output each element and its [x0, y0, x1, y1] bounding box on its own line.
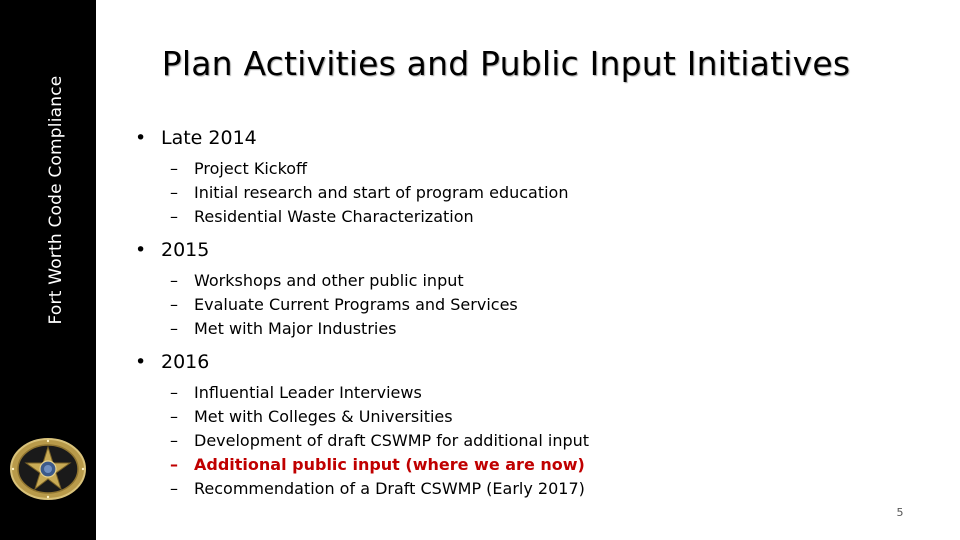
dash-icon: – — [170, 319, 178, 338]
bullet-icon: • — [135, 351, 147, 373]
list-item — [135, 269, 895, 293]
dash-icon: – — [170, 431, 178, 450]
item-text: Development of draft CSWMP for additional input — [194, 431, 590, 450]
section-label: Late 2014 — [161, 127, 257, 149]
dash-icon: – — [170, 207, 178, 226]
dash-icon: – — [170, 455, 178, 474]
list-item — [135, 317, 895, 341]
item-text: Evaluate Current Programs and Services — [194, 295, 518, 314]
list-item — [135, 157, 895, 181]
dash-icon: – — [170, 183, 178, 202]
dash-icon: – — [170, 479, 178, 498]
item-text: Project Kickoff — [194, 159, 308, 178]
section-heading — [135, 237, 895, 263]
list-item — [135, 181, 895, 205]
item-text: Recommendation of a Draft CSWMP (Early 2017) — [194, 479, 585, 498]
item-text: Additional public input (where we are now) — [194, 455, 585, 474]
section-label: 2015 — [161, 239, 210, 261]
item-text: Met with Colleges & Universities — [194, 407, 453, 426]
item-text: Met with Major Industries — [194, 319, 397, 338]
fort-worth-star-badge-icon — [8, 436, 88, 502]
page-number: 5 — [896, 506, 904, 519]
dash-icon: – — [170, 407, 178, 426]
list-item — [135, 477, 895, 501]
list-item — [135, 205, 895, 229]
agenda-list — [135, 125, 895, 501]
bullet-icon: • — [135, 239, 147, 261]
section-items — [135, 381, 895, 501]
list-item — [135, 293, 895, 317]
list-item-highlighted — [135, 453, 895, 477]
sidebar-label: Fort Worth Code Compliance — [46, 75, 66, 325]
item-text: Influential Leader Interviews — [194, 383, 422, 402]
bullet-icon: • — [135, 127, 147, 149]
item-text: Workshops and other public input — [194, 271, 464, 290]
section-heading — [135, 125, 895, 151]
dash-icon: – — [170, 383, 178, 402]
list-item — [135, 381, 895, 405]
item-text: Initial research and start of program education — [194, 183, 569, 202]
dash-icon: – — [170, 295, 178, 314]
list-item — [135, 429, 895, 453]
section-items — [135, 269, 895, 341]
dash-icon: – — [170, 271, 178, 290]
dash-icon: – — [170, 159, 178, 178]
section-label: 2016 — [161, 351, 210, 373]
slide-title: Plan Activities and Public Input Initiatives — [161, 44, 851, 83]
section-heading — [135, 349, 895, 375]
item-text: Residential Waste Characterization — [194, 207, 474, 226]
sidebar — [0, 0, 96, 540]
list-item — [135, 405, 895, 429]
section-items — [135, 157, 895, 229]
